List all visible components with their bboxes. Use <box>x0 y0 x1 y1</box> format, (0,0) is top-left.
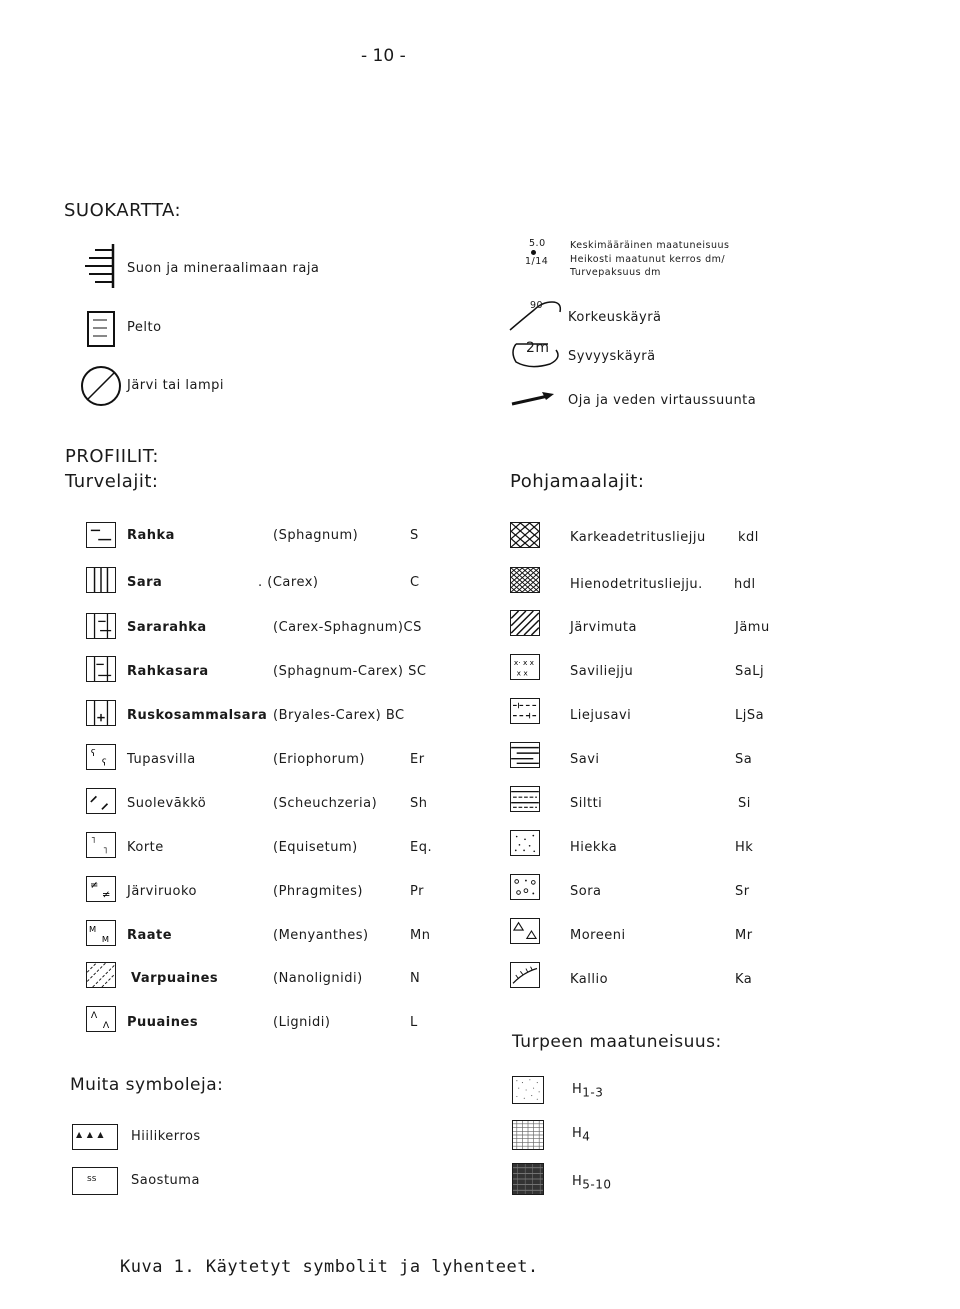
moreeni-symbol-icon <box>510 918 540 944</box>
svg-text:Λ: Λ <box>90 1010 98 1022</box>
raate-symbol-icon <box>86 920 116 946</box>
siltti-symbol-icon <box>510 786 540 812</box>
soil-name: Hienodetritusliejju. <box>570 577 703 592</box>
svg-text:ʕ: ʕ <box>90 748 96 760</box>
peat-abbr: Er <box>410 752 425 767</box>
profiilit-title: PROFIILIT: <box>65 446 159 467</box>
rahkasara-symbol-icon <box>86 656 116 682</box>
hienodetritus-symbol-icon <box>510 567 540 593</box>
suokartta-title: SUOKARTTA: <box>64 200 182 221</box>
svg-text:Λ: Λ <box>102 1020 110 1031</box>
peat-name: Sararahka <box>127 620 207 635</box>
legend-label: Syvyyskäyrä <box>568 349 656 364</box>
legend-label: Järvi tai lampi <box>127 378 224 393</box>
suolevakko-symbol-icon <box>86 788 116 814</box>
coal-layer-icon <box>72 1124 118 1150</box>
soil-abbr: Jämu <box>735 620 770 635</box>
mean-humification-number: 5.0 <box>529 238 546 249</box>
peat-latin: (Scheuchzeria) <box>273 796 378 811</box>
saviliejju-symbol-icon <box>510 654 540 680</box>
karkeadetritus-symbol-icon <box>510 522 540 548</box>
peat-name: Korte <box>127 840 164 855</box>
korte-symbol-icon <box>86 832 116 858</box>
soil-abbr: LjSa <box>735 708 765 723</box>
peat-name: Varpuaines <box>131 971 219 986</box>
peat-name: Puuaines <box>127 1015 199 1030</box>
legend-label: Oja ja veden virtaussuunta <box>568 393 757 408</box>
soil-abbr: Ka <box>735 972 753 987</box>
soil-abbr: kdl <box>738 530 759 545</box>
peat-name: Järviruoko <box>127 884 198 899</box>
peat-latin: (Sphagnum-Carex) SC <box>273 664 427 679</box>
jarviruoko-symbol-icon <box>86 876 116 902</box>
precipitate-icon <box>72 1167 118 1195</box>
svg-text:≠: ≠ <box>101 889 111 901</box>
depth-value: 2m <box>526 340 550 356</box>
ruskosammalsara-symbol-icon <box>86 700 116 726</box>
peat-name: Suolevākkö <box>127 796 207 811</box>
humification-low-icon <box>512 1076 544 1104</box>
peat-name: Rahka <box>127 528 175 543</box>
point-icon <box>531 250 536 255</box>
humification-range: 5-10 <box>582 1177 612 1192</box>
humification-label <box>572 1174 612 1192</box>
peat-abbr: Sh <box>410 796 428 811</box>
peat-name: Sara <box>127 575 163 590</box>
sararahka-symbol-icon <box>86 613 116 639</box>
mire-boundary-icon <box>75 244 119 288</box>
peat-abbr: L <box>410 1015 418 1030</box>
peat-abbr: N <box>410 971 421 986</box>
humification-mid-icon <box>512 1120 544 1150</box>
varpuaines-symbol-icon <box>86 962 116 988</box>
peat-name: Tupasvilla <box>127 752 196 767</box>
sora-symbol-icon <box>510 874 540 900</box>
peat-abbr: Eq. <box>410 840 433 855</box>
svg-text:M: M <box>101 934 110 945</box>
soil-name: Hiekka <box>570 840 618 855</box>
soil-name: Savi <box>570 752 600 767</box>
jarvimuta-symbol-icon <box>510 610 540 636</box>
soil-abbr: Sr <box>735 884 750 899</box>
humification-range: 1-3 <box>582 1085 604 1100</box>
peat-abbr: S <box>410 528 419 543</box>
soil-abbr: SaLj <box>735 664 765 679</box>
svg-text:˥: ˥ <box>102 845 108 857</box>
soil-name: Sora <box>570 884 602 899</box>
humification-letter: H <box>572 1126 583 1141</box>
soil-name: Liejusavi <box>570 708 632 723</box>
soil-abbr: Sa <box>735 752 753 767</box>
contour-value: 90 <box>530 300 544 311</box>
soil-name: Moreeni <box>570 928 626 943</box>
peat-latin: (Nanolignidi) <box>273 971 363 986</box>
lake-icon <box>79 364 123 408</box>
other-label: Saostuma <box>131 1173 200 1188</box>
soil-name: Saviliejju <box>570 664 634 679</box>
peat-latin: (Eriophorum) <box>273 752 365 767</box>
peat-latin: (Equisetum) <box>273 840 358 855</box>
peat-latin: (Bryales-Carex) BC <box>273 708 405 723</box>
soil-abbr: Si <box>738 796 751 811</box>
legend-label: Korkeuskäyrä <box>568 310 662 325</box>
peat-name: Raate <box>127 928 173 943</box>
svg-text:≠: ≠ <box>89 880 99 892</box>
maatuneisuus-title: Turpeen maatuneisuus: <box>512 1032 722 1052</box>
svg-text:x· x x: x· x x <box>513 658 535 668</box>
savi-symbol-icon <box>510 742 540 768</box>
page-number: - 10 - <box>361 46 406 66</box>
humification-label <box>572 1126 590 1144</box>
soil-abbr: Mr <box>735 928 753 943</box>
rahka-symbol-icon <box>86 522 116 548</box>
humification-letter: H <box>572 1082 583 1097</box>
other-label: Hiilikerros <box>131 1129 201 1144</box>
coal-layer-icon-text: ▲ ▲ ▲ <box>76 1130 105 1139</box>
muita-title: Muita symboleja: <box>70 1075 224 1095</box>
humification-range: 4 <box>582 1129 591 1144</box>
soil-name: Siltti <box>570 796 603 811</box>
kallio-symbol-icon <box>510 962 540 988</box>
turvelajit-title: Turvelajit: <box>65 471 159 492</box>
liejusavi-symbol-icon <box>510 698 540 724</box>
legend-label: Heikosti maatunut kerros dm/ <box>570 254 726 265</box>
legend-label: Pelto <box>127 320 162 335</box>
peat-latin: (Menyanthes) <box>273 928 369 943</box>
puuaines-symbol-icon <box>86 1006 116 1032</box>
soil-abbr: Hk <box>735 840 754 855</box>
pohjamaalajit-title: Pohjamaalajit: <box>510 471 645 492</box>
legend-label: Keskimääräinen maatuneisuus <box>570 240 730 251</box>
peat-abbr: Pr <box>410 884 424 899</box>
soil-name: Kallio <box>570 972 609 987</box>
peat-latin: . (Carex) <box>258 575 319 590</box>
peat-name: Ruskosammalsara <box>127 708 268 723</box>
legend-label: Suon ja mineraalimaan raja <box>127 261 320 276</box>
soil-name: Karkeadetritusliejju <box>570 530 706 545</box>
svg-text:x x: x x <box>516 668 528 678</box>
field-icon <box>85 310 119 348</box>
peat-latin: (Phragmites) <box>273 884 363 899</box>
peat-latin: (Carex-Sphagnum)CS <box>273 620 422 635</box>
legend-label: Turvepaksuus dm <box>570 267 661 278</box>
svg-text:˥: ˥ <box>90 835 96 847</box>
peat-abbr: Mn <box>410 928 431 943</box>
precipitate-icon-text: ss <box>87 1174 97 1184</box>
layer-number: 1/14 <box>525 256 549 267</box>
svg-text:M: M <box>89 924 97 935</box>
soil-name: Järvimuta <box>570 620 637 635</box>
figure-caption: Kuva 1. Käytetyt symbolit ja lyhenteet. <box>120 1257 539 1277</box>
humification-letter: H <box>572 1174 583 1189</box>
humification-high-icon <box>512 1163 544 1195</box>
sara-symbol-icon <box>86 567 116 593</box>
peat-abbr: C <box>410 575 420 590</box>
svg-text:ʕ: ʕ <box>101 757 107 769</box>
humification-label <box>572 1082 603 1100</box>
ditch-arrow-icon <box>508 386 558 408</box>
peat-name: Rahkasara <box>127 664 209 679</box>
peat-latin: (Sphagnum) <box>273 528 359 543</box>
tupasvilla-symbol-icon <box>86 744 116 770</box>
soil-abbr: hdl <box>734 577 756 592</box>
peat-latin: (Lignidi) <box>273 1015 331 1030</box>
hiekka-symbol-icon <box>510 830 540 856</box>
